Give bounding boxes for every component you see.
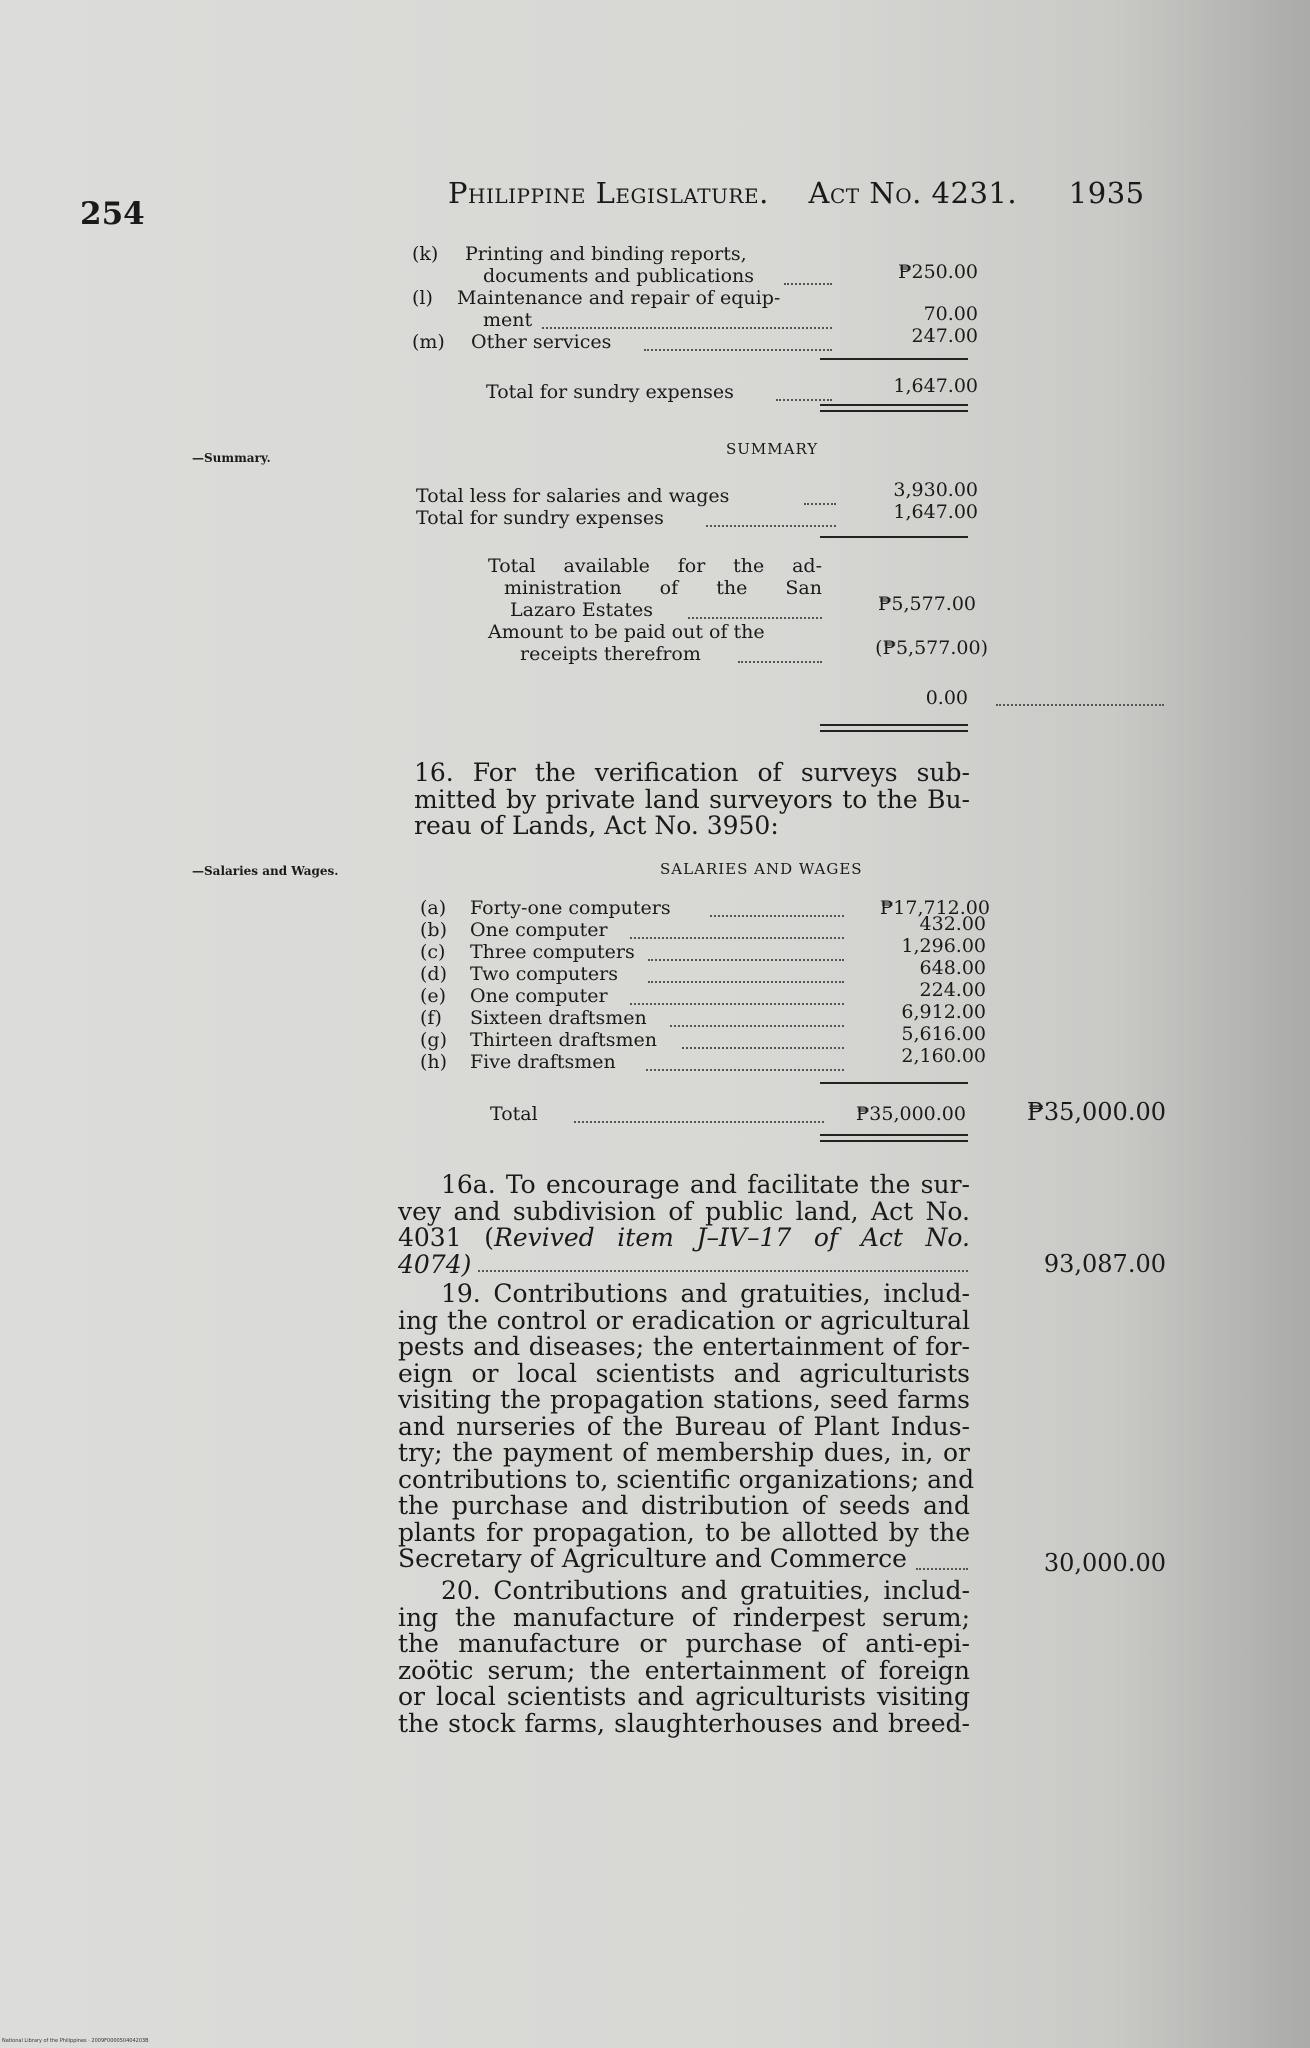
dot-leader: [804, 503, 836, 505]
receipts-amount: (₱5,577.00): [875, 637, 988, 659]
dot-leader: [670, 1025, 844, 1027]
dot-leader: [776, 399, 832, 401]
row-letter: (b): [420, 919, 447, 941]
row-label: Five draftsmen: [470, 1051, 616, 1073]
running-head-title: Philippine Legislature.: [448, 176, 769, 210]
available-label: Total available for the ad-: [488, 555, 822, 577]
row-amount: 432.00: [919, 913, 986, 935]
dot-leader: [630, 1003, 844, 1005]
para-line: 16. For the verification of surveys sub-: [414, 758, 970, 787]
summary-label: Total for sundry expenses: [416, 507, 664, 529]
row-letter: (h): [420, 1051, 448, 1073]
running-head: [448, 176, 1145, 210]
item-20-paragraph: [398, 1578, 970, 1737]
row-label: Forty-one computers: [470, 897, 671, 919]
row-letter: (f): [420, 1007, 442, 1029]
row-amount: 2,160.00: [901, 1045, 986, 1067]
row-amount: 648.00: [919, 957, 986, 979]
item-letter: (k): [412, 243, 439, 265]
dot-leader: [682, 1047, 844, 1049]
net-amount: 0.00: [925, 687, 968, 709]
column-total-19: 30,000.00: [1043, 1549, 1166, 1577]
summary-caption: SUMMARY: [726, 440, 819, 458]
column-total-16a: 93,087.00: [1043, 1250, 1166, 1278]
para-line: and nurseries of the Bureau of Plant Indus-: [398, 1411, 970, 1441]
receipts-label-cont: receipts therefrom: [520, 643, 701, 665]
dot-leader: [574, 1121, 824, 1123]
page-number: 254: [80, 196, 145, 232]
para-line: 19. Contributions and gratuities, includ-: [441, 1279, 970, 1308]
item-amount: ₱250.00: [898, 261, 978, 283]
dot-leader-19: [916, 1568, 968, 1570]
dot-leader: [630, 937, 844, 939]
dot-leader: [710, 915, 844, 917]
row-amount: 5,616.00: [901, 1023, 986, 1045]
item-amount: 70.00: [923, 303, 978, 325]
subtotal-rule: [820, 358, 968, 360]
row-label: Thirteen draftsmen: [470, 1029, 657, 1051]
row-letter: (g): [420, 1029, 447, 1051]
dot-leader: [648, 959, 844, 961]
row-letter: (a): [420, 897, 447, 919]
row-amount: ₱17,712.00: [879, 897, 990, 919]
dot-leader: [784, 283, 832, 285]
para-line: try; the payment of membership dues, in, or: [398, 1438, 970, 1467]
dot-leader-16a: [478, 1270, 968, 1272]
dot-leader: [738, 661, 822, 663]
para-line: 16a. To encourage and facilitate the sur-: [441, 1170, 970, 1199]
total-amount: 1,647.00: [893, 375, 978, 397]
row-letter: (c): [420, 941, 446, 963]
para-line-italic-ref: 4031 (Revived item J–IV–17 of Act No.: [398, 1223, 970, 1252]
dot-leader: [646, 1069, 844, 1071]
item-label-cont: ment: [483, 309, 533, 331]
row-label: Three computers: [470, 941, 635, 963]
para-line: plants for propagation, to be allotted by the: [398, 1517, 970, 1547]
row-label: Two computers: [470, 963, 618, 985]
salary-double-rule: [820, 1134, 968, 1142]
dot-leader: [644, 349, 832, 351]
item-amount: 247.00: [911, 325, 978, 347]
para-line: eign or local scientists and agriculturists: [398, 1358, 970, 1388]
item-letter: (l): [412, 287, 433, 309]
para-line: pests and diseases; the entertainment of for-: [398, 1332, 970, 1361]
total-label: Total: [490, 1103, 538, 1125]
running-head-act: Act No. 4231.: [808, 176, 1018, 210]
total-label: Total for sundry expenses: [486, 381, 734, 403]
para-line: vey and subdivision of public land, Act No.: [398, 1196, 970, 1226]
dot-leader: [648, 981, 844, 983]
item-label-cont: documents and publications: [483, 265, 754, 287]
net-double-rule: [820, 724, 968, 732]
row-label: Sixteen draftsmen: [470, 1007, 647, 1029]
para-line: the manufacture or purchase of anti-epi-: [398, 1629, 970, 1658]
para-line: contributions to, scientific organizations; and: [398, 1464, 975, 1494]
margin-note-salaries: —Salaries and Wages.: [192, 864, 339, 878]
item-label: Maintenance and repair of equip-: [457, 287, 781, 309]
para-line: reau of Lands, Act No. 3950:: [414, 811, 779, 840]
para-line: mitted by private land surveyors to the Bu-: [414, 784, 970, 814]
dot-leader: [706, 525, 836, 527]
dot-leader: [688, 617, 822, 619]
para-line: visiting the propagation stations, seed farms: [398, 1385, 970, 1414]
row-amount: 224.00: [919, 979, 986, 1001]
column-total-16: ₱35,000.00: [1026, 1098, 1166, 1126]
para-line: Secretary of Agriculture and Commerce: [398, 1544, 907, 1573]
summary-rule: [820, 536, 968, 538]
receipts-label: Amount to be paid out of the: [488, 621, 765, 643]
margin-dot-leader: [996, 704, 1164, 706]
para-line: 4074): [398, 1249, 472, 1279]
item-letter: (m): [412, 331, 445, 353]
item-16a-paragraph: [398, 1172, 970, 1278]
available-amount: ₱5,577.00: [877, 593, 976, 615]
salaries-caption: SALARIES AND WAGES: [660, 860, 863, 878]
row-amount: 6,912.00: [901, 1001, 986, 1023]
row-label: One computer: [470, 985, 608, 1007]
para-line: the stock farms, slaughterhouses and breed-: [398, 1708, 970, 1738]
row-amount: 1,296.00: [901, 935, 986, 957]
summary-amount: 3,930.00: [893, 479, 978, 501]
running-head-year: 1935: [1068, 176, 1145, 210]
total-amount: ₱35,000.00: [855, 1103, 966, 1125]
dot-leader: [542, 327, 832, 329]
row-label: One computer: [470, 919, 608, 941]
para-line: ing the control or eradication or agricultural: [398, 1305, 970, 1335]
para-line: 20. Contributions and gratuities, includ-: [441, 1576, 970, 1605]
margin-note-summary: —Summary.: [192, 451, 271, 465]
para-line: ing the manufacture of rinderpest serum;: [398, 1602, 970, 1632]
row-letter: (d): [420, 963, 447, 985]
available-label-cont: Lazaro Estates: [510, 599, 654, 621]
summary-amount: 1,647.00: [893, 501, 978, 523]
row-letter: (e): [420, 985, 447, 1007]
item-label: Other services: [471, 331, 612, 353]
item-label: Printing and binding reports,: [465, 243, 747, 265]
available-label-cont: ministration of the San: [504, 577, 822, 599]
summary-label: Total less for salaries and wages: [416, 485, 730, 507]
para-line: zoötic serum; the entertainment of foreign: [398, 1655, 970, 1685]
item-16-paragraph: [414, 760, 970, 840]
salary-subtotal-rule: [820, 1082, 968, 1084]
para-line: the purchase and distribution of seeds and: [398, 1491, 970, 1520]
total-double-rule: [820, 404, 968, 412]
para-line: or local scientists and agriculturists visiting: [398, 1682, 970, 1711]
item-19-paragraph: [398, 1279, 975, 1573]
scan-credit: National Library of the Philippines · 2009F000050404203B: [2, 2038, 149, 2044]
